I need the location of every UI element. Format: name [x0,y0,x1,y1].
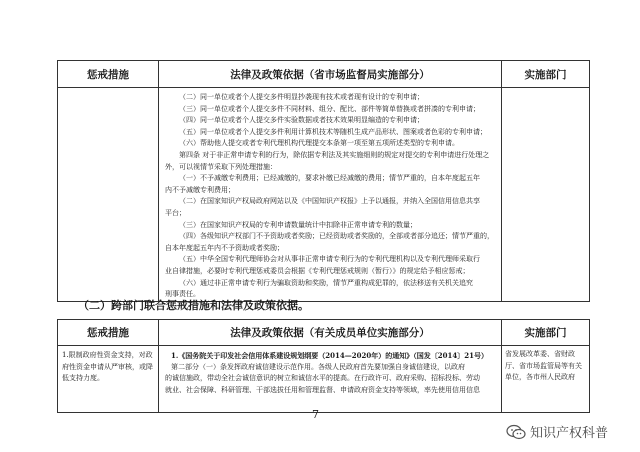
text-line: 平台； [165,208,186,217]
watermark [502,420,612,443]
text-line: （五）中华全国专利代理师协会对从事非正常申请专利行为的专利代理机构以及专利代理师采取行 [179,255,480,264]
text-line: 第四条 对于非正常申请专利的行为，除依据专利法及其实施细则的规定对提交的专利申请进行处理之 [179,150,490,159]
text-line: （五）同一单位或者个人提交多件利用计算机技术等随机生成产品形状、图案或者色彩的专利申请； [179,127,487,136]
text-line: （三）同一单位或者个人提交多件不同材料、组分、配比、部件等简单替换或者拼凑的专利申请； [179,104,480,113]
legal-basis-cell [159,346,502,413]
department-text: 省发展改革委、省财政厅、省市场监管局等有关单位，各市州人民政府 [505,350,582,382]
department-cell [502,88,590,302]
legal-basis-text [159,346,501,396]
page-number: 7 [312,408,319,421]
penalty-table-cross-department [57,319,590,413]
text-line: 自本年度起五年内不予资助或者奖励； [165,243,284,252]
text-line: 的诚信施政，带动全社会诚信意识的树立和诚信水平的提高。在行政许可、政府采购、招标投标、劳动 [165,374,480,383]
text-line: 外，可以视情节采取下列处理措施： [165,162,277,171]
measure-cell [58,346,159,413]
legal-basis-cell [159,88,502,302]
text-line: 内不予减缴专利费用； [165,185,235,194]
header-department: 实施部门 [502,320,590,346]
text-line: （四）各级知识产权部门不予资助或者奖励；已经资助或者奖励的，全部或者部分追还；情节严重的， [179,232,494,241]
section-title: （二）跨部门联合惩戒措施和法律及政策依据。 [78,299,309,312]
measure-cell [58,88,159,302]
text-line: 1.《国务院关于印发社会信用体系建设规划纲要（2014—2020年）的通知》（国发〔2014〕21号） [171,351,488,360]
text-line: 刑事责任。 [165,290,200,299]
header-legal-basis: 法律及政策依据（省市场监督局实施部分） [159,61,502,88]
text-line: 就业、社会保障、科研管理、干部选拔任用和管理监督、申请政府资金支持等领域，率先使用信用信息 [165,385,480,394]
header-measures: 惩戒措施 [58,320,159,346]
text-line: （四）同一单位或者个人提交多件实验数据或者技术效果明显编造的专利申请； [179,116,424,125]
header-legal-basis: 法律及政策依据（有关成员单位实施部分） [159,320,502,346]
wechat-icon [506,424,526,440]
watermark-text: 知识产权科普 [530,426,609,441]
text-line: （二）同一单位或者个人提交多件明显抄袭现有技术或者现有设计的专利申请； [179,93,424,101]
department-cell [502,346,590,413]
legal-basis-text [159,88,501,301]
text-line: 第二部分（一）条发挥政府诚信建设示范作用。各级人民政府首先要加强自身诚信建设，以政府 [171,362,465,371]
header-measures: 惩戒措施 [58,61,159,88]
text-line: （三）在国家知识产权局的专利申请数量统计中扣除非正常申请专利的数量； [179,220,417,229]
text-line: （六）通过非正常申请专利行为骗取资助和奖励，情节严重构成犯罪的，依法移送有关机关追究 [179,278,473,287]
penalty-table-provincial [57,60,590,302]
text-line: （六）帮助他人提交或者专利代理机构代理提交本条第一项至第五项所述类型的专利申请。 [179,139,459,148]
measure-text: 1.限制政府性资金支持，对政府性资金申请从严审核，或降低支持力度。 [62,351,153,383]
text-line: 业自律措施，必要时专利代理惩戒委员会根据《专利代理惩戒规则（暂行）》的规定给予相应惩戒； [165,266,470,275]
text-line: （一）不予减缴专利费用；已经减缴的，要求补缴已经减缴的费用；情节严重的，自本年度起五年 [179,174,480,183]
text-line: （二）在国家知识产权局政府网站以及《中国知识产权报》上予以通报，并纳入全国信用信息共享 [179,197,480,206]
header-department: 实施部门 [502,61,590,88]
